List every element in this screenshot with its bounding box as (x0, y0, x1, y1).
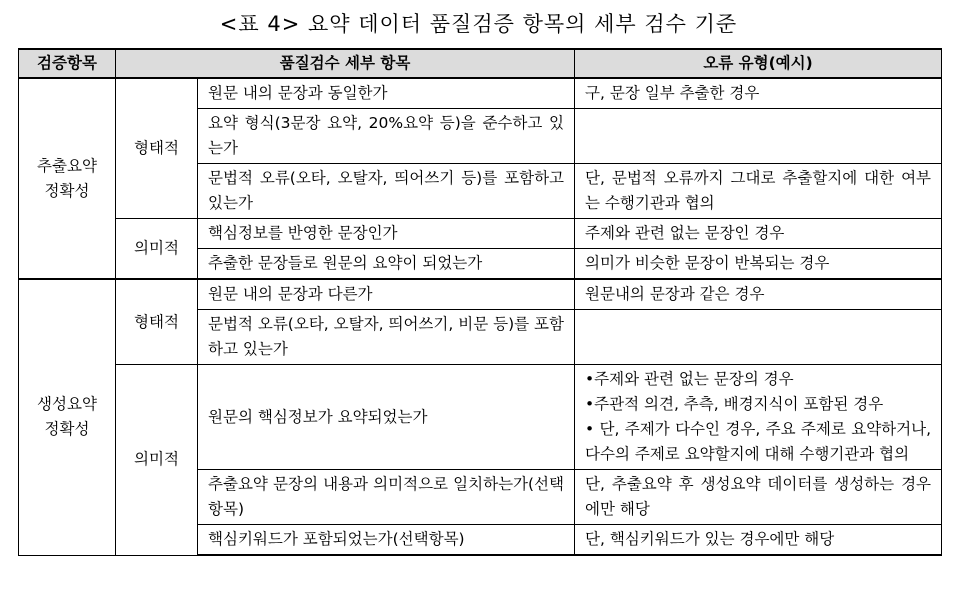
error-cell: 단, 핵심키워드가 있는 경우에만 해당 (575, 525, 942, 556)
detail-cell: 핵심정보를 반영한 문장인가 (198, 219, 575, 249)
detail-cell: 문법적 오류(오타, 오탈자, 띄어쓰기 등)를 포함하고 있는가 (198, 164, 575, 219)
header-detail: 품질검수 세부 항목 (116, 49, 575, 78)
type-cell: 형태적 (116, 78, 198, 219)
error-cell (575, 310, 942, 365)
table-row (19, 219, 942, 249)
header-error: 오류 유형(예시) (575, 49, 942, 78)
category-cell: 추출요약 정확성 (19, 78, 116, 279)
table-row (19, 279, 942, 310)
error-cell: 주제와 관련 없는 문장인 경우 (575, 219, 942, 249)
header-row (19, 49, 942, 78)
bullet-item: •주관적 의견, 추측, 배경지식이 포함된 경우 (585, 395, 884, 413)
header-category: 검증항목 (19, 49, 116, 78)
table-caption: <표 4> 요약 데이터 품질검증 항목의 세부 검수 기준 (219, 12, 738, 36)
type-cell: 의미적 (116, 365, 198, 556)
detail-cell: 원문 내의 문장과 동일한가 (198, 78, 575, 109)
category-cell: 생성요약 정확성 (19, 279, 116, 555)
error-bullet-cell (575, 365, 942, 470)
bullet-item: • 단, 주제가 다수인 경우, 주요 주제로 요약하거나, 다수의 주제로 요약할지에 대해 수행기관과 협의 (585, 420, 932, 463)
detail-cell: 추출요약 문장의 내용과 의미적으로 일치하는가(선택항목) (198, 470, 575, 525)
error-cell: 단, 문법적 오류까지 그대로 추출할지에 대한 여부는 수행기관과 협의 (575, 164, 942, 219)
error-cell: 원문내의 문장과 같은 경우 (575, 279, 942, 310)
error-cell: 의미가 비슷한 문장이 반복되는 경우 (575, 249, 942, 280)
table-row (19, 365, 942, 470)
detail-cell: 요약 형식(3문장 요약, 20%요약 등)을 준수하고 있는가 (198, 109, 575, 164)
detail-cell: 추출한 문장들로 원문의 요약이 되었는가 (198, 249, 575, 280)
error-cell: 단, 추출요약 후 생성요약 데이터를 생성하는 경우에만 해당 (575, 470, 942, 525)
error-cell: 구, 문장 일부 추출한 경우 (575, 78, 942, 109)
detail-cell: 문법적 오류(오타, 오탈자, 띄어쓰기, 비문 등)를 포함하고 있는가 (198, 310, 575, 365)
error-cell (575, 109, 942, 164)
criteria-table (18, 48, 942, 556)
detail-cell: 원문 내의 문장과 다른가 (198, 279, 575, 310)
type-cell: 형태적 (116, 279, 198, 365)
type-cell: 의미적 (116, 219, 198, 280)
detail-cell: 원문의 핵심정보가 요약되었는가 (198, 365, 575, 470)
bullet-item: •주제와 관련 없는 문장의 경우 (585, 370, 794, 388)
table-row (19, 78, 942, 109)
detail-cell: 핵심키워드가 포함되었는가(선택항목) (198, 525, 575, 556)
